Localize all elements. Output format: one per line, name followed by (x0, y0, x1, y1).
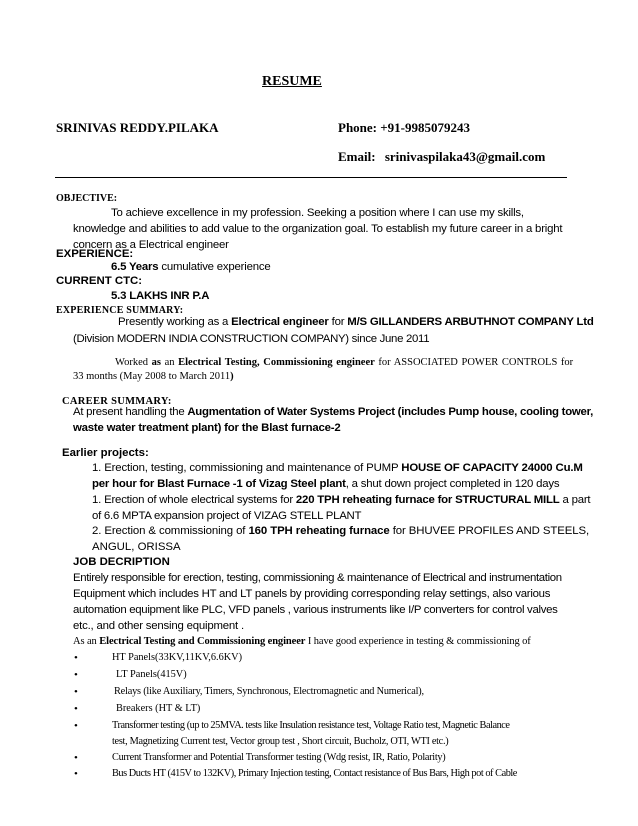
testing-list-item: Relays (like Auxiliary, Timers, Synchronous, Electromagnetic and Numerical), (114, 686, 424, 697)
job-description-line1: Entirely responsible for erection, testing, commissioning & maintenance of Electrical and instrumentation (73, 572, 562, 584)
bullet-icon: • (74, 768, 78, 780)
experience-summary-heading: EXPERIENCE SUMMARY: (56, 305, 184, 316)
project-2-line2: of 6.6 MPTA expansion project of VIZAG STELL PLANT (92, 510, 362, 522)
bullet-icon: • (74, 752, 78, 764)
experience-years: 6.5 Years (111, 261, 159, 273)
earlier-projects-heading: Earlier projects: (62, 447, 149, 459)
project-1-line1: 1. Erection, testing, commissioning and maintenance of PUMP HOUSE OF CAPACITY 24000 Cu.M (92, 462, 583, 474)
project-3-line2: ANGUL, ORISSA (92, 541, 181, 553)
ctc-heading: CURRENT CTC: (56, 275, 143, 287)
job-description-heading: JOB DECRIPTION (73, 556, 170, 568)
career-summary-line1: At present handling the Augmentation of Water Systems Project (includes Pump house, cooling tower, (73, 406, 594, 418)
career-summary-line2: waste water treatment plant) for the Blast furnace-2 (73, 422, 341, 434)
bullet-icon: • (74, 652, 78, 664)
testing-list-item: HT Panels(33KV,11KV,6.6KV) (112, 652, 243, 663)
testing-list-item: Breakers (HT & LT) (116, 703, 201, 714)
job-description-line3: automation equipment like PLC, VFD panels , various instruments like I/P converters for control valves (73, 604, 558, 616)
job-description-line2: Equipment which includes HT and LT panels by providing corresponding relay settings, also various (73, 588, 551, 600)
email-label: Email: (338, 149, 376, 164)
objective-heading: OBJECTIVE: (56, 193, 118, 204)
candidate-name: SRINIVAS REDDY.PILAKA (56, 120, 219, 135)
ctc-value: 5.3 LAKHS INR P.A (111, 290, 210, 302)
page-title: RESUME (262, 74, 322, 89)
job-description-line4: etc., and other sensing equipment . (73, 620, 244, 632)
email-address: srinivaspilaka43@gmail.com (384, 149, 546, 164)
experience-summary-line4: 33 months (May 2008 to March 2011) (73, 371, 234, 382)
testing-list-item: Bus Ducts HT (415V to 132KV), Primary Injection testing, Contact resistance of Bus Bars, High pot of Cable (112, 768, 517, 779)
project-1-line2: per hour for Blast Furnace -1 of Vizag Steel plant, a shut down project completed in 120 days (92, 478, 560, 490)
experience-suffix: cumulative experience (161, 261, 271, 273)
testing-list-item: LT Panels(415V) (116, 669, 187, 680)
career-summary-heading: CAREER SUMMARY: (62, 396, 172, 407)
testing-list-item: Transformer testing (up to 25MVA. tests like Insulation resistance test, Voltage Ratio test, Magnetic Balance (112, 720, 510, 731)
header-divider (55, 177, 567, 178)
testing-list-item: test, Magnetizing Current test, Vector group test , Short circuit, Bucholz, OTI, WTI etc.) (112, 736, 449, 747)
email-row (338, 149, 545, 165)
bullet-icon: • (74, 669, 78, 681)
bullet-icon: • (74, 703, 78, 715)
project-2-line1: 1. Erection of whole electrical systems for 220 TPH reheating furnace for STRUCTURAL MILL a part (92, 494, 591, 506)
testing-list-item: Current Transformer and Potential Transformer testing (Wdg resist, IR, Ratio, Polarity) (112, 752, 446, 763)
bullet-icon: • (74, 720, 78, 732)
experience-summary-line1: Presently working as a Electrical engineer for M/S GILLANDERS ARBUTHNOT COMPANY Ltd (118, 316, 594, 328)
bullet-icon: • (74, 686, 78, 698)
phone-number: Phone: +91-9985079243 (338, 120, 470, 135)
project-3-line1: 2. Erection & commissioning of 160 TPH reheating furnace for BHUVEE PROFILES AND STEELS, (92, 525, 590, 537)
experience-value (111, 261, 271, 273)
objective-text: To achieve excellence in my profession. Seeking a position where I can use my skills, knowledge and abilities to add value to the organization goal. To establish my future career in a bright concern as a Electrical engineer (73, 207, 563, 251)
experience-summary-line3: Worked as an Electrical Testing, Commissioning engineer for ASSOCIATED POWER CONTROLS for (115, 357, 574, 368)
testing-intro: As an Electrical Testing and Commissioning engineer I have good experience in testing & commissioning of (73, 636, 531, 647)
experience-heading: EXPERIENCE: (56, 248, 134, 260)
experience-summary-line2: (Division MODERN INDIA CONSTRUCTION COMPANY) since June 2011 (73, 333, 430, 345)
